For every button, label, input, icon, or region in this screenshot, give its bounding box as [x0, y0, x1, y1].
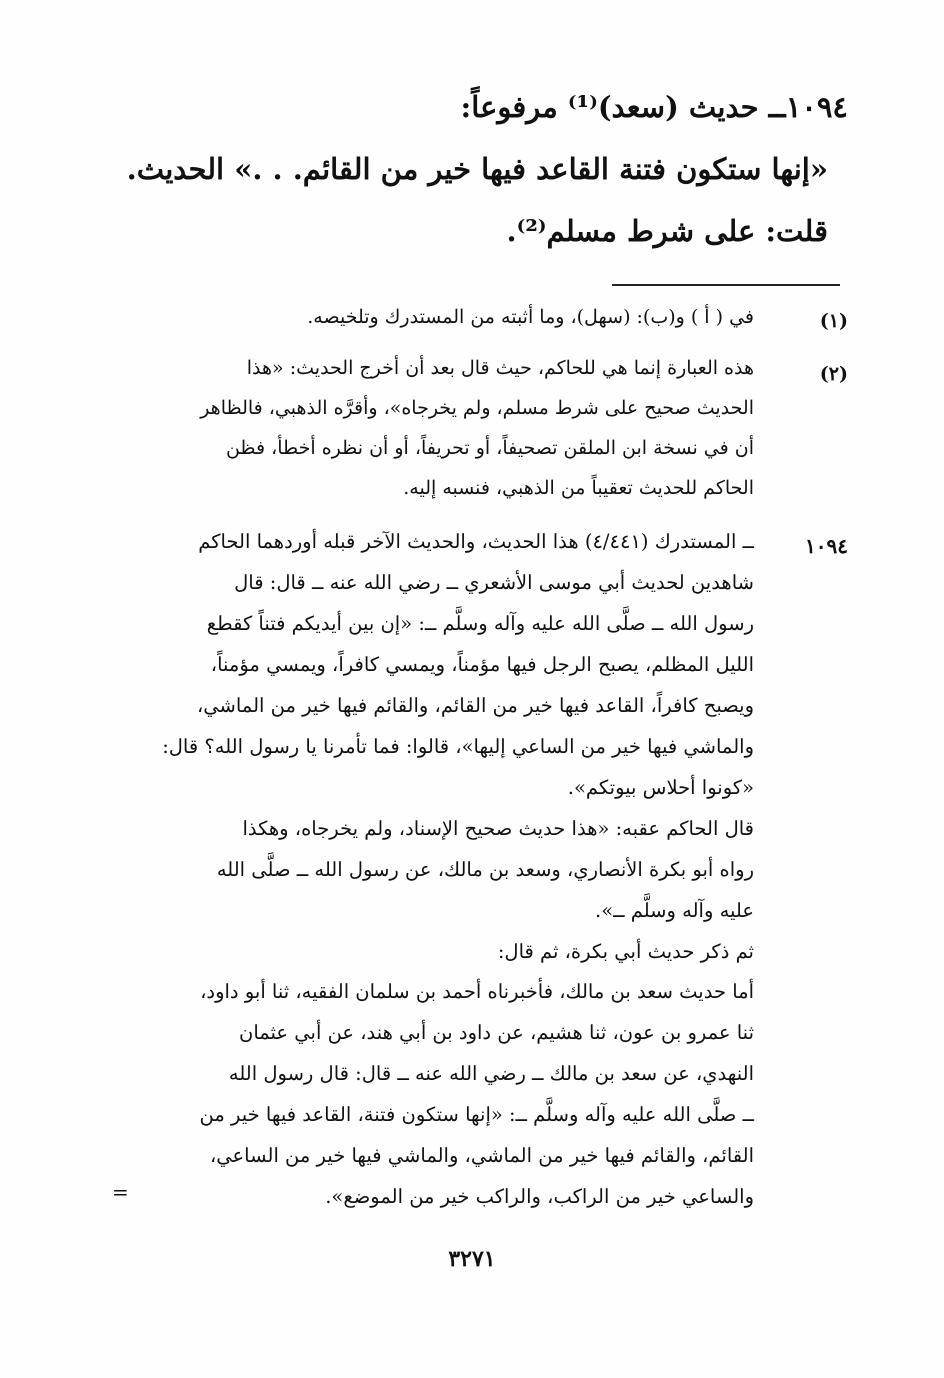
page-number: ٣٢٧١ [448, 1246, 496, 1272]
commentary-line: قال الحاكم عقبه: «هذا حديث صحيح الإسناد، ولم يخرجاه، وهكذا [242, 817, 754, 840]
main-hadith-note: قلت: على شرط مسلم⁽²⁾. [506, 214, 828, 248]
footnote-separator [612, 284, 840, 286]
footnote-number: (١) [819, 310, 848, 332]
commentary-number: ١٠٩٤ [805, 534, 848, 558]
footnote-number: (٢) [819, 363, 848, 385]
main-hadith-number: ١٠٩٤ [785, 90, 848, 124]
commentary-line: ــ صلَّى الله عليه وآله وسلَّم ــ: «إنها ستكون فتنة، القاعد فيها خير من [199, 1103, 754, 1126]
continuation-mark: = [112, 1180, 129, 1204]
commentary-line: القائم، والقائم فيها خير من الماشي، والماشي فيها خير من الساعي، [209, 1144, 754, 1167]
main-hadith-title: ــ حديث (سعد)⁽¹⁾ مرفوعاً: [460, 90, 786, 124]
commentary-line: شاهدين لحديث أبي موسى الأشعري ــ رضي الله عنه ــ قال: قال [234, 571, 754, 594]
commentary-line: «كونوا أحلاس بيوتكم». [567, 776, 754, 799]
commentary-line: رواه أبو بكرة الأنصاري، وسعد بن مالك، عن رسول الله ــ صلَّى الله [216, 858, 754, 881]
main-hadith-heading [461, 90, 848, 124]
footnote-line: الحاكم للحديث تعقيباً من الذهبي، فنسبه إليه. [403, 477, 754, 499]
commentary-line: والساعي خير من الراكب، والراكب خير من الموضع». [325, 1185, 754, 1208]
commentary-line: ثنا عمرو بن عون، ثنا هشيم، عن داود بن أبي هند، عن أبي عثمان [239, 1021, 754, 1044]
footnote-line: أن في نسخة ابن الملقن تصحيفاً، أو تحريفاً، أو أن نظره أخطأ، فظن [225, 437, 754, 459]
footnote-line: هذه العبارة إنما هي للحاكم، حيث قال بعد أن أخرج الحديث: «هذا [246, 357, 754, 379]
commentary-line: النهدي، عن سعد بن مالك ــ رضي الله عنه ــ قال: قال رسول الله [228, 1062, 754, 1085]
main-hadith-text: «إنها ستكون فتنة القاعد فيها خير من القائم. . .» الحديث. [126, 152, 828, 186]
commentary-line: ــ المستدرك (٤/٤٤١) هذا الحديث، والحديث الآخر قبله أوردهما الحاكم [198, 530, 754, 553]
commentary-line: ثم ذكر حديث أبي بكرة، ثم قال: [497, 940, 754, 963]
commentary-line: أما حديث سعد بن مالك، فأخبرناه أحمد بن سلمان الفقيه، ثنا أبو داود، [200, 980, 754, 1003]
commentary-line: ويصبح كافراً، القاعد فيها خير من القائم، والقائم فيها خير من الماشي، [196, 694, 754, 717]
commentary-line: رسول الله ــ صلَّى الله عليه وآله وسلَّم ــ: «إن بين أيديكم فتناً كقطع [206, 612, 754, 635]
footnote-line: الحديث صحيح على شرط مسلم، ولم يخرجاه»، وأقرَّه الذهبي، فالظاهر [200, 397, 754, 419]
commentary-line: والماشي فيها خير من الساعي إليها»، قالوا: فما تأمرنا يا رسول الله؟ قال: [162, 735, 754, 758]
commentary-line: عليه وآله وسلَّم ــ». [595, 899, 754, 922]
commentary-line: الليل المظلم، يصبح الرجل فيها مؤمناً، ويمسي كافراً، ويمسي مؤمناً، [210, 653, 754, 676]
footnote-line: في ( أ ) و(ب): (سهل)، وما أثبته من المستدرك وتلخيصه. [307, 306, 754, 328]
